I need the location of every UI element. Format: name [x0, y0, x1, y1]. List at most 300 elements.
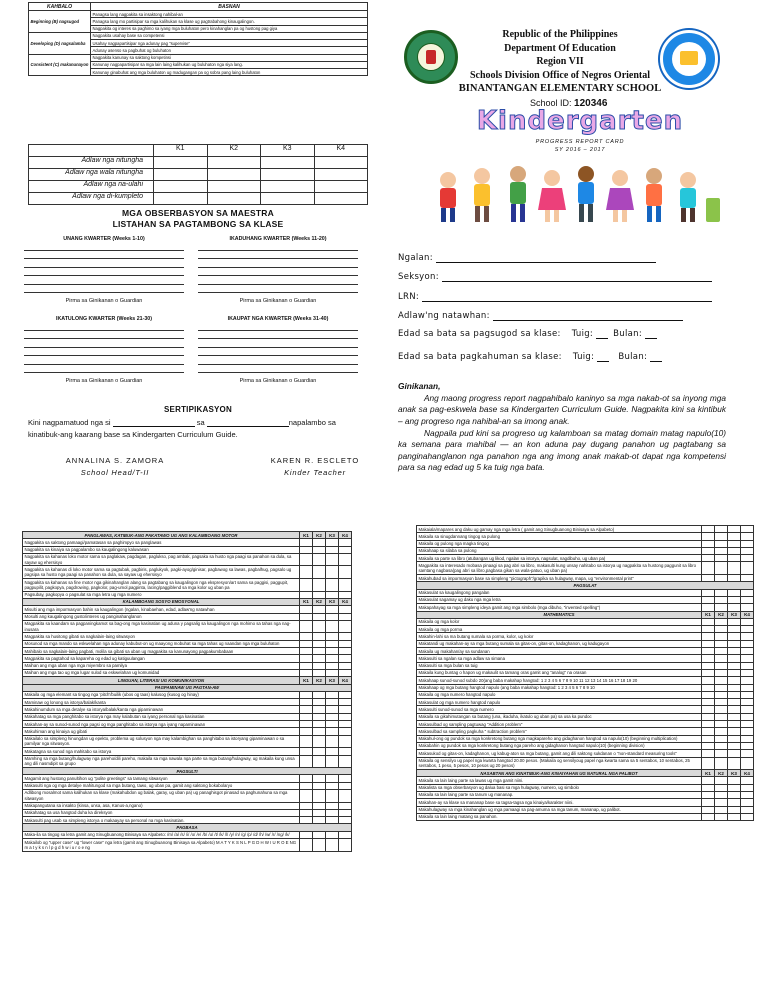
rating-cell[interactable]: [702, 526, 715, 533]
rating-cell[interactable]: [728, 562, 741, 575]
rating-cell[interactable]: [715, 728, 728, 735]
rating-cell[interactable]: [313, 566, 326, 579]
observation-line[interactable]: [198, 372, 358, 373]
rating-cell[interactable]: [313, 613, 326, 620]
observation-line[interactable]: [198, 338, 358, 339]
rating-cell[interactable]: [702, 562, 715, 575]
rating-cell[interactable]: [702, 648, 715, 655]
rating-cell[interactable]: [313, 662, 326, 669]
attendance-cell[interactable]: [154, 157, 208, 169]
rating-cell[interactable]: [326, 817, 339, 824]
rating-cell[interactable]: [741, 806, 754, 813]
rating-cell[interactable]: [715, 626, 728, 633]
rating-cell[interactable]: [715, 604, 728, 611]
observation-line[interactable]: [198, 258, 358, 259]
rating-cell[interactable]: [715, 526, 728, 533]
rating-cell[interactable]: [715, 721, 728, 728]
rating-cell[interactable]: [300, 809, 313, 816]
rating-cell[interactable]: [702, 750, 715, 757]
rating-cell[interactable]: [741, 750, 754, 757]
observation-line[interactable]: [198, 292, 358, 293]
rating-cell[interactable]: [702, 735, 715, 742]
rating-cell[interactable]: [326, 620, 339, 633]
rating-cell[interactable]: [702, 633, 715, 640]
rating-cell[interactable]: [715, 799, 728, 806]
rating-cell[interactable]: [715, 735, 728, 742]
rating-cell[interactable]: [326, 699, 339, 706]
rating-cell[interactable]: [339, 579, 352, 592]
rating-cell[interactable]: [728, 750, 741, 757]
rating-cell[interactable]: [715, 662, 728, 669]
rating-cell[interactable]: [715, 699, 728, 706]
rating-cell[interactable]: [313, 655, 326, 662]
rating-cell[interactable]: [300, 613, 313, 620]
rating-cell[interactable]: [300, 817, 313, 824]
rating-cell[interactable]: [326, 662, 339, 669]
rating-cell[interactable]: [326, 579, 339, 592]
rating-cell[interactable]: [702, 575, 715, 582]
rating-cell[interactable]: [702, 618, 715, 625]
rating-cell[interactable]: [339, 633, 352, 640]
rating-cell[interactable]: [728, 640, 741, 647]
observation-line[interactable]: [198, 275, 358, 276]
rating-cell[interactable]: [702, 706, 715, 713]
rating-cell[interactable]: [741, 777, 754, 784]
rating-cell[interactable]: [300, 839, 313, 852]
rating-cell[interactable]: [728, 540, 741, 547]
rating-cell[interactable]: [339, 728, 352, 735]
rating-cell[interactable]: [741, 533, 754, 540]
observation-line[interactable]: [24, 364, 184, 365]
rating-cell[interactable]: [715, 806, 728, 813]
rating-cell[interactable]: [702, 604, 715, 611]
rating-cell[interactable]: [313, 809, 326, 816]
birthday-input[interactable]: [493, 320, 683, 321]
rating-cell[interactable]: [715, 677, 728, 684]
rating-cell[interactable]: [702, 806, 715, 813]
rating-cell[interactable]: [313, 553, 326, 566]
rating-cell[interactable]: [300, 662, 313, 669]
attendance-cell[interactable]: [314, 157, 368, 169]
rating-cell[interactable]: [326, 591, 339, 598]
rating-cell[interactable]: [715, 706, 728, 713]
attendance-cell[interactable]: [261, 193, 315, 205]
rating-cell[interactable]: [741, 791, 754, 798]
rating-cell[interactable]: [300, 691, 313, 698]
rating-cell[interactable]: [313, 831, 326, 838]
rating-cell[interactable]: [728, 706, 741, 713]
rating-cell[interactable]: [326, 640, 339, 647]
rating-cell[interactable]: [300, 648, 313, 655]
rating-cell[interactable]: [300, 546, 313, 553]
rating-cell[interactable]: [728, 648, 741, 655]
rating-cell[interactable]: [300, 721, 313, 728]
rating-cell[interactable]: [702, 655, 715, 662]
rating-cell[interactable]: [300, 831, 313, 838]
rating-cell[interactable]: [326, 546, 339, 553]
rating-cell[interactable]: [326, 728, 339, 735]
age-end-months-input[interactable]: [650, 361, 662, 362]
rating-cell[interactable]: [326, 782, 339, 789]
rating-cell[interactable]: [728, 784, 741, 791]
rating-cell[interactable]: [313, 539, 326, 546]
rating-cell[interactable]: [741, 655, 754, 662]
rating-cell[interactable]: [702, 640, 715, 647]
rating-cell[interactable]: [702, 669, 715, 676]
rating-cell[interactable]: [728, 596, 741, 603]
rating-cell[interactable]: [326, 706, 339, 713]
rating-cell[interactable]: [326, 775, 339, 782]
rating-cell[interactable]: [715, 777, 728, 784]
rating-cell[interactable]: [728, 742, 741, 749]
rating-cell[interactable]: [702, 721, 715, 728]
observation-line[interactable]: [198, 330, 358, 331]
rating-cell[interactable]: [741, 735, 754, 742]
rating-cell[interactable]: [339, 755, 352, 768]
rating-cell[interactable]: [728, 655, 741, 662]
rating-cell[interactable]: [326, 748, 339, 755]
rating-cell[interactable]: [313, 713, 326, 720]
rating-cell[interactable]: [741, 526, 754, 533]
rating-cell[interactable]: [300, 566, 313, 579]
rating-cell[interactable]: [702, 699, 715, 706]
rating-cell[interactable]: [715, 669, 728, 676]
lrn-input[interactable]: [422, 301, 712, 302]
rating-cell[interactable]: [313, 775, 326, 782]
rating-cell[interactable]: [702, 677, 715, 684]
rating-cell[interactable]: [741, 547, 754, 554]
rating-cell[interactable]: [741, 618, 754, 625]
rating-cell[interactable]: [702, 728, 715, 735]
rating-cell[interactable]: [715, 713, 728, 720]
rating-cell[interactable]: [702, 813, 715, 820]
rating-cell[interactable]: [702, 684, 715, 691]
rating-cell[interactable]: [300, 699, 313, 706]
rating-cell[interactable]: [326, 802, 339, 809]
observation-line[interactable]: [198, 250, 358, 251]
rating-cell[interactable]: [313, 669, 326, 676]
rating-cell[interactable]: [326, 633, 339, 640]
rating-cell[interactable]: [339, 613, 352, 620]
rating-cell[interactable]: [339, 669, 352, 676]
rating-cell[interactable]: [300, 802, 313, 809]
rating-cell[interactable]: [702, 533, 715, 540]
rating-cell[interactable]: [728, 669, 741, 676]
rating-cell[interactable]: [339, 831, 352, 838]
rating-cell[interactable]: [339, 648, 352, 655]
rating-cell[interactable]: [339, 721, 352, 728]
rating-cell[interactable]: [702, 596, 715, 603]
rating-cell[interactable]: [715, 540, 728, 547]
rating-cell[interactable]: [326, 809, 339, 816]
rating-cell[interactable]: [300, 706, 313, 713]
rating-cell[interactable]: [300, 655, 313, 662]
rating-cell[interactable]: [728, 662, 741, 669]
rating-cell[interactable]: [339, 809, 352, 816]
observation-line[interactable]: [24, 338, 184, 339]
age-end-years-input[interactable]: [597, 361, 609, 362]
rating-cell[interactable]: [300, 789, 313, 802]
rating-cell[interactable]: [741, 575, 754, 582]
rating-cell[interactable]: [715, 813, 728, 820]
rating-cell[interactable]: [300, 606, 313, 613]
rating-cell[interactable]: [728, 728, 741, 735]
rating-cell[interactable]: [339, 775, 352, 782]
rating-cell[interactable]: [715, 575, 728, 582]
rating-cell[interactable]: [300, 782, 313, 789]
rating-cell[interactable]: [313, 640, 326, 647]
rating-cell[interactable]: [313, 579, 326, 592]
rating-cell[interactable]: [326, 566, 339, 579]
rating-cell[interactable]: [300, 669, 313, 676]
age-entry-months-input[interactable]: [645, 338, 657, 339]
rating-cell[interactable]: [741, 699, 754, 706]
rating-cell[interactable]: [741, 669, 754, 676]
section-input[interactable]: [442, 281, 712, 282]
rating-cell[interactable]: [313, 706, 326, 713]
rating-cell[interactable]: [702, 589, 715, 596]
rating-cell[interactable]: [715, 547, 728, 554]
rating-cell[interactable]: [300, 755, 313, 768]
attendance-cell[interactable]: [261, 169, 315, 181]
attendance-cell[interactable]: [261, 157, 315, 169]
rating-cell[interactable]: [715, 791, 728, 798]
rating-cell[interactable]: [300, 579, 313, 592]
rating-cell[interactable]: [728, 735, 741, 742]
rating-cell[interactable]: [702, 691, 715, 698]
observation-line[interactable]: [24, 330, 184, 331]
observation-line[interactable]: [24, 267, 184, 268]
rating-cell[interactable]: [313, 782, 326, 789]
rating-cell[interactable]: [702, 742, 715, 749]
rating-cell[interactable]: [741, 799, 754, 806]
rating-cell[interactable]: [339, 620, 352, 633]
rating-cell[interactable]: [715, 655, 728, 662]
rating-cell[interactable]: [741, 626, 754, 633]
observation-line[interactable]: [24, 250, 184, 251]
rating-cell[interactable]: [728, 721, 741, 728]
rating-cell[interactable]: [313, 648, 326, 655]
attendance-cell[interactable]: [314, 169, 368, 181]
observation-line[interactable]: [198, 347, 358, 348]
rating-cell[interactable]: [300, 735, 313, 748]
rating-cell[interactable]: [741, 721, 754, 728]
rating-cell[interactable]: [702, 799, 715, 806]
rating-cell[interactable]: [313, 591, 326, 598]
rating-cell[interactable]: [715, 684, 728, 691]
rating-cell[interactable]: [326, 721, 339, 728]
rating-cell[interactable]: [728, 677, 741, 684]
rating-cell[interactable]: [313, 728, 326, 735]
age-entry-years-input[interactable]: [596, 338, 608, 339]
rating-cell[interactable]: [313, 839, 326, 852]
observation-line[interactable]: [24, 284, 184, 285]
rating-cell[interactable]: [300, 728, 313, 735]
rating-cell[interactable]: [326, 839, 339, 852]
rating-cell[interactable]: [715, 742, 728, 749]
rating-cell[interactable]: [313, 735, 326, 748]
rating-cell[interactable]: [339, 817, 352, 824]
observation-line[interactable]: [24, 355, 184, 356]
rating-cell[interactable]: [715, 648, 728, 655]
rating-cell[interactable]: [339, 789, 352, 802]
rating-cell[interactable]: [728, 713, 741, 720]
rating-cell[interactable]: [741, 648, 754, 655]
rating-cell[interactable]: [300, 553, 313, 566]
rating-cell[interactable]: [313, 817, 326, 824]
rating-cell[interactable]: [728, 604, 741, 611]
rating-cell[interactable]: [728, 633, 741, 640]
rating-cell[interactable]: [326, 539, 339, 546]
rating-cell[interactable]: [339, 839, 352, 852]
rating-cell[interactable]: [313, 691, 326, 698]
attendance-cell[interactable]: [207, 169, 261, 181]
rating-cell[interactable]: [339, 546, 352, 553]
rating-cell[interactable]: [741, 728, 754, 735]
rating-cell[interactable]: [339, 748, 352, 755]
observation-line[interactable]: [24, 275, 184, 276]
rating-cell[interactable]: [741, 784, 754, 791]
observation-line[interactable]: [198, 267, 358, 268]
rating-cell[interactable]: [741, 540, 754, 547]
rating-cell[interactable]: [326, 655, 339, 662]
rating-cell[interactable]: [728, 684, 741, 691]
rating-cell[interactable]: [339, 640, 352, 647]
attendance-cell[interactable]: [314, 181, 368, 193]
attendance-cell[interactable]: [154, 181, 208, 193]
rating-cell[interactable]: [741, 555, 754, 562]
rating-cell[interactable]: [715, 784, 728, 791]
rating-cell[interactable]: [326, 553, 339, 566]
rating-cell[interactable]: [339, 566, 352, 579]
rating-cell[interactable]: [728, 806, 741, 813]
rating-cell[interactable]: [313, 633, 326, 640]
attendance-cell[interactable]: [261, 181, 315, 193]
observation-line[interactable]: [198, 284, 358, 285]
rating-cell[interactable]: [728, 589, 741, 596]
rating-cell[interactable]: [313, 755, 326, 768]
rating-cell[interactable]: [313, 606, 326, 613]
rating-cell[interactable]: [715, 562, 728, 575]
rating-cell[interactable]: [339, 662, 352, 669]
rating-cell[interactable]: [326, 648, 339, 655]
rating-cell[interactable]: [300, 591, 313, 598]
rating-cell[interactable]: [339, 782, 352, 789]
rating-cell[interactable]: [300, 539, 313, 546]
rating-cell[interactable]: [715, 596, 728, 603]
rating-cell[interactable]: [702, 626, 715, 633]
rating-cell[interactable]: [728, 799, 741, 806]
attendance-cell[interactable]: [154, 169, 208, 181]
rating-cell[interactable]: [728, 699, 741, 706]
rating-cell[interactable]: [313, 546, 326, 553]
rating-cell[interactable]: [300, 775, 313, 782]
rating-cell[interactable]: [339, 553, 352, 566]
rating-cell[interactable]: [339, 606, 352, 613]
rating-cell[interactable]: [715, 691, 728, 698]
rating-cell[interactable]: [715, 618, 728, 625]
rating-cell[interactable]: [728, 618, 741, 625]
rating-cell[interactable]: [728, 575, 741, 582]
rating-cell[interactable]: [300, 633, 313, 640]
rating-cell[interactable]: [741, 691, 754, 698]
rating-cell[interactable]: [741, 684, 754, 691]
rating-cell[interactable]: [702, 555, 715, 562]
rating-cell[interactable]: [741, 713, 754, 720]
student-name-blank[interactable]: [113, 426, 195, 427]
observation-line[interactable]: [198, 355, 358, 356]
rating-cell[interactable]: [326, 831, 339, 838]
rating-cell[interactable]: [741, 662, 754, 669]
rating-cell[interactable]: [741, 742, 754, 749]
grade-blank[interactable]: [207, 426, 289, 427]
rating-cell[interactable]: [326, 669, 339, 676]
observation-line[interactable]: [24, 292, 184, 293]
rating-cell[interactable]: [728, 813, 741, 820]
rating-cell[interactable]: [339, 539, 352, 546]
rating-cell[interactable]: [326, 713, 339, 720]
rating-cell[interactable]: [326, 691, 339, 698]
rating-cell[interactable]: [326, 735, 339, 748]
rating-cell[interactable]: [326, 606, 339, 613]
rating-cell[interactable]: [741, 677, 754, 684]
attendance-cell[interactable]: [207, 157, 261, 169]
rating-cell[interactable]: [728, 533, 741, 540]
rating-cell[interactable]: [728, 757, 741, 770]
rating-cell[interactable]: [313, 620, 326, 633]
rating-cell[interactable]: [715, 533, 728, 540]
rating-cell[interactable]: [339, 591, 352, 598]
rating-cell[interactable]: [300, 748, 313, 755]
rating-cell[interactable]: [702, 713, 715, 720]
rating-cell[interactable]: [715, 555, 728, 562]
rating-cell[interactable]: [313, 802, 326, 809]
rating-cell[interactable]: [326, 755, 339, 768]
rating-cell[interactable]: [300, 620, 313, 633]
rating-cell[interactable]: [728, 626, 741, 633]
rating-cell[interactable]: [702, 540, 715, 547]
name-input[interactable]: [436, 262, 656, 263]
rating-cell[interactable]: [728, 547, 741, 554]
rating-cell[interactable]: [702, 757, 715, 770]
rating-cell[interactable]: [715, 589, 728, 596]
observation-line[interactable]: [24, 347, 184, 348]
rating-cell[interactable]: [313, 789, 326, 802]
rating-cell[interactable]: [715, 757, 728, 770]
observation-line[interactable]: [24, 372, 184, 373]
rating-cell[interactable]: [339, 735, 352, 748]
rating-cell[interactable]: [702, 662, 715, 669]
rating-cell[interactable]: [339, 713, 352, 720]
rating-cell[interactable]: [326, 789, 339, 802]
rating-cell[interactable]: [300, 640, 313, 647]
rating-cell[interactable]: [339, 706, 352, 713]
attendance-cell[interactable]: [314, 193, 368, 205]
attendance-cell[interactable]: [154, 193, 208, 205]
rating-cell[interactable]: [702, 777, 715, 784]
rating-cell[interactable]: [715, 750, 728, 757]
rating-cell[interactable]: [326, 613, 339, 620]
observation-line[interactable]: [198, 364, 358, 365]
rating-cell[interactable]: [728, 526, 741, 533]
rating-cell[interactable]: [741, 706, 754, 713]
rating-cell[interactable]: [741, 589, 754, 596]
rating-cell[interactable]: [728, 791, 741, 798]
rating-cell[interactable]: [300, 713, 313, 720]
rating-cell[interactable]: [702, 791, 715, 798]
rating-cell[interactable]: [339, 691, 352, 698]
rating-cell[interactable]: [339, 699, 352, 706]
